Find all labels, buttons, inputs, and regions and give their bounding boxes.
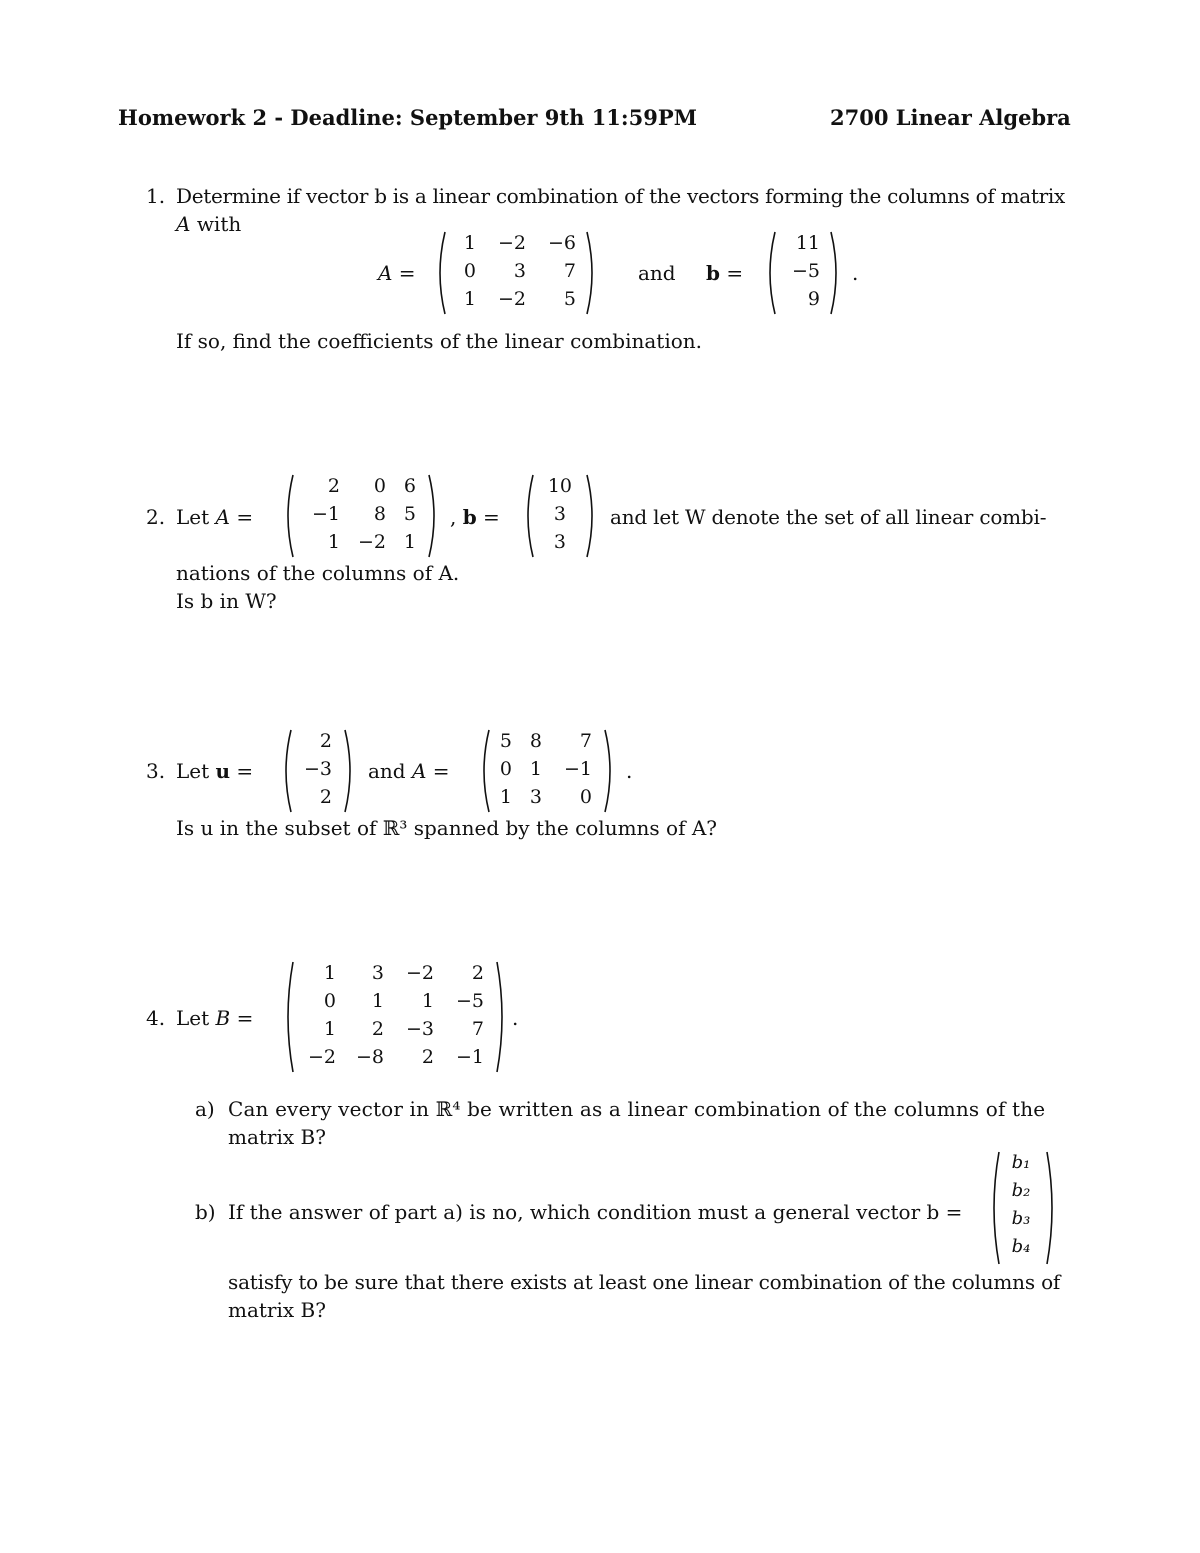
cell: 0: [579, 786, 592, 808]
cell: −2: [405, 962, 434, 984]
p1-period: .: [852, 261, 859, 285]
p2-line3: Is b in W?: [176, 589, 277, 613]
p4-b-line2: satisfy to be sure that there exists at least one linear combination of the columns of: [228, 1270, 1061, 1294]
p4-b-line3: matrix B?: [228, 1298, 326, 1322]
left-paren: [520, 473, 536, 559]
cell: 2: [319, 730, 332, 752]
cell: 3: [529, 786, 542, 808]
cell: 7: [579, 730, 592, 752]
cell: 5: [563, 288, 576, 310]
p4-b-label: b): [195, 1200, 216, 1224]
p3-and: and A =: [368, 759, 450, 783]
cell: b₄: [1011, 1236, 1031, 1257]
p3-number: 3.: [146, 759, 166, 783]
p2-let: Let A =: [176, 505, 254, 529]
p3-period: .: [626, 759, 633, 783]
p2-vector-b: [520, 473, 600, 559]
right-paren: [584, 230, 600, 316]
p4-a-label: a): [195, 1097, 215, 1121]
p3-vector-u: [278, 728, 358, 814]
cell: 5: [499, 730, 512, 752]
cell: 10: [547, 475, 572, 497]
p4-a-line2: matrix B?: [228, 1125, 326, 1149]
cell: 9: [807, 288, 820, 310]
cell: 3: [371, 962, 384, 984]
cell: 1: [323, 1018, 336, 1040]
right-paren: [1044, 1150, 1060, 1266]
cell: 8: [373, 503, 386, 525]
p4-matrix-B: [280, 960, 510, 1074]
p4-b-line1: If the answer of part a) is no, which condition must a general vector b =: [228, 1200, 963, 1224]
cell: 1: [499, 786, 512, 808]
p4-vector-b: [986, 1150, 1060, 1266]
p2-matrix-A: [280, 473, 442, 559]
cell: −8: [355, 1046, 384, 1068]
cell: 1: [323, 962, 336, 984]
cell: 1: [327, 531, 340, 553]
cell: 1: [403, 531, 416, 553]
p1-and: and: [638, 261, 676, 285]
p1-matrix-A: [432, 230, 600, 316]
cell: 7: [563, 260, 576, 282]
p4-a-line1: Can every vector in ℝ⁴ be written as a linear combination of the columns of the: [228, 1097, 1046, 1121]
p1-eq-A: A =: [378, 261, 416, 285]
p2-line2: nations of the columns of A.: [176, 561, 460, 585]
p3-question: Is u in the subset of ℝ³ spanned by the columns of A?: [176, 816, 718, 840]
p4-number: 4.: [146, 1006, 166, 1030]
right-paren: [828, 230, 844, 316]
cell: −1: [563, 758, 592, 780]
cell: −2: [497, 288, 526, 310]
cell: 0: [463, 260, 476, 282]
cell: −2: [357, 531, 386, 553]
p1-line2: A with: [176, 212, 242, 236]
cell: 7: [471, 1018, 484, 1040]
cell: 2: [327, 475, 340, 497]
left-paren: [280, 473, 296, 559]
cell: 2: [421, 1046, 434, 1068]
p2-number: 2.: [146, 505, 166, 529]
cell: 3: [553, 503, 566, 525]
cell: 8: [529, 730, 542, 752]
cell: −3: [405, 1018, 434, 1040]
cell: 2: [319, 786, 332, 808]
cell: −5: [791, 260, 820, 282]
p1-after: If so, find the coefficients of the linear combination.: [176, 329, 703, 353]
cell: 0: [373, 475, 386, 497]
cell: −1: [311, 503, 340, 525]
cell: −5: [455, 990, 484, 1012]
right-paren: [426, 473, 442, 559]
cell: −2: [497, 232, 526, 254]
cell: 3: [553, 531, 566, 553]
cell: −3: [303, 758, 332, 780]
p4-let: Let B =: [176, 1006, 254, 1030]
cell: −2: [307, 1046, 336, 1068]
p3-let: Let u =: [176, 759, 254, 783]
left-paren: [476, 728, 492, 814]
left-paren: [986, 1150, 1002, 1266]
cell: 1: [463, 288, 476, 310]
header-course: 2700 Linear Algebra: [830, 105, 1071, 130]
cell: 3: [513, 260, 526, 282]
left-paren: [278, 728, 294, 814]
cell: 1: [463, 232, 476, 254]
p1-eq-b: b =: [706, 261, 744, 285]
cell: 1: [529, 758, 542, 780]
cell: b₃: [1011, 1208, 1031, 1229]
cell: 11: [795, 232, 820, 254]
left-paren: [432, 230, 448, 316]
cell: 0: [323, 990, 336, 1012]
right-paren: [584, 473, 600, 559]
cell: 0: [499, 758, 512, 780]
cell: 2: [471, 962, 484, 984]
p4-period: .: [512, 1006, 519, 1030]
cell: 6: [403, 475, 416, 497]
p2-tail: and let W denote the set of all linear combi-: [610, 505, 1047, 529]
left-paren: [762, 230, 778, 316]
left-paren: [280, 960, 296, 1074]
cell: 5: [403, 503, 416, 525]
p1-line1: Determine if vector b is a linear combination of the vectors forming the columns of matrix: [176, 184, 1065, 208]
cell: b₂: [1011, 1180, 1031, 1201]
p3-matrix-A: [476, 728, 618, 814]
cell: −6: [547, 232, 576, 254]
cell: 2: [371, 1018, 384, 1040]
cell: 1: [421, 990, 434, 1012]
right-paren: [494, 960, 510, 1074]
right-paren: [602, 728, 618, 814]
cell: b₁: [1011, 1152, 1031, 1173]
p2-comma-b: , b =: [450, 505, 500, 529]
header-title: Homework 2 - Deadline: September 9th 11:59PM: [118, 105, 697, 130]
p1-vector-b: [762, 230, 844, 316]
right-paren: [342, 728, 358, 814]
cell: −1: [455, 1046, 484, 1068]
cell: 1: [371, 990, 384, 1012]
p1-number: 1.: [146, 184, 166, 208]
